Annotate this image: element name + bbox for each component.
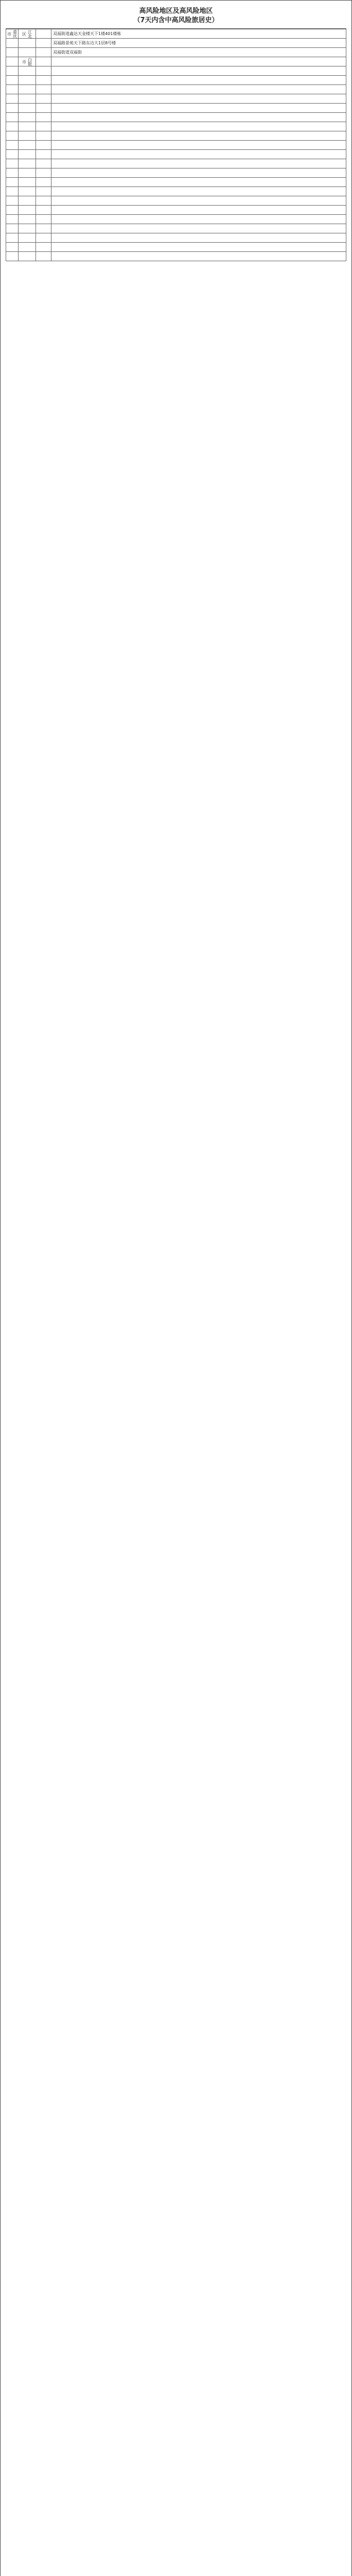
city-cell	[19, 187, 36, 196]
province-cell	[6, 150, 19, 159]
location-cell	[51, 94, 346, 104]
location-cell	[51, 178, 346, 187]
city-cell	[19, 150, 36, 159]
table-row	[6, 57, 346, 66]
province-cell	[6, 141, 19, 150]
district-cell	[36, 57, 51, 66]
province-cell	[6, 168, 19, 178]
city-cell	[19, 168, 36, 178]
province-cell	[6, 104, 19, 113]
table-row	[6, 224, 346, 233]
district-cell	[36, 215, 51, 224]
district-cell	[36, 196, 51, 206]
city-cell	[19, 178, 36, 187]
city-cell	[19, 104, 36, 113]
location-cell	[51, 122, 346, 131]
city-cell	[19, 48, 36, 57]
district-cell	[36, 252, 51, 261]
table-row	[6, 39, 346, 48]
city-cell	[19, 76, 36, 85]
table-row	[6, 243, 346, 252]
province-cell	[6, 243, 19, 252]
table-row	[6, 215, 346, 224]
district-cell	[36, 187, 51, 196]
location-cell	[51, 66, 346, 76]
province-cell	[6, 252, 19, 261]
district-cell	[36, 243, 51, 252]
location-cell	[51, 76, 346, 85]
table-row	[6, 233, 346, 243]
district-cell	[36, 76, 51, 85]
district-cell	[36, 224, 51, 233]
table-row	[6, 252, 346, 261]
table-row	[6, 141, 346, 150]
province-cell	[6, 178, 19, 187]
district-cell	[36, 168, 51, 178]
province-cell	[6, 39, 19, 48]
district-cell	[36, 66, 51, 76]
location-cell	[51, 233, 346, 243]
location-cell	[51, 150, 346, 159]
province-cell: 重庆市	[7, 29, 17, 38]
table-row	[6, 76, 346, 85]
district-cell	[36, 39, 51, 48]
province-cell	[6, 206, 19, 215]
location-cell	[51, 168, 346, 178]
location-cell	[51, 159, 346, 168]
city-cell	[19, 85, 36, 94]
district-cell	[36, 113, 51, 122]
city-cell	[19, 113, 36, 122]
city-cell	[19, 215, 36, 224]
location-cell	[51, 224, 346, 233]
location-cell	[51, 85, 346, 94]
table-row	[6, 187, 346, 196]
table-row	[6, 206, 346, 215]
location-cell	[51, 196, 346, 206]
city-cell: 白银市	[19, 57, 36, 66]
table-row	[6, 29, 346, 39]
table-row	[6, 196, 346, 206]
location-cell: 双福街道双福街	[51, 48, 346, 57]
district-cell	[36, 141, 51, 150]
table-row	[6, 159, 346, 168]
district-cell	[36, 85, 51, 94]
table-row	[6, 178, 346, 187]
city-cell	[19, 131, 36, 141]
location-cell	[51, 215, 346, 224]
title-line-2: （7天内含中高风险旅居史）	[133, 16, 219, 24]
location-cell	[51, 131, 346, 141]
table-row	[6, 104, 346, 113]
province-cell	[6, 76, 19, 85]
province-cell	[6, 57, 19, 66]
province-cell	[6, 224, 19, 233]
city-cell: 江北区	[19, 29, 36, 39]
district-cell	[36, 48, 51, 57]
risk-area-rows	[6, 29, 346, 261]
province-cell	[6, 159, 19, 168]
title-line-1: 高风险地区及高风险地区	[139, 7, 213, 15]
location-cell: 双福街道鑫达天金楼天下1楼401楼栋	[51, 29, 346, 39]
table-row	[6, 150, 346, 159]
province-cell	[6, 187, 19, 196]
table-row	[6, 131, 346, 141]
table-row	[6, 168, 346, 178]
location-cell	[51, 206, 346, 215]
risk-area-table	[6, 29, 346, 261]
city-cell	[19, 252, 36, 261]
city-cell	[19, 224, 36, 233]
city-cell	[19, 206, 36, 215]
location-cell	[51, 57, 346, 66]
district-cell	[36, 178, 51, 187]
table-row	[6, 85, 346, 94]
city-cell	[19, 159, 36, 168]
location-cell	[51, 243, 346, 252]
province-cell	[6, 233, 19, 243]
province-cell	[6, 66, 19, 76]
province-cell	[6, 94, 19, 104]
table-row	[6, 113, 346, 122]
province-cell	[6, 196, 19, 206]
table-row	[6, 48, 346, 57]
city-cell	[19, 196, 36, 206]
location-cell	[51, 141, 346, 150]
document-title	[6, 5, 346, 29]
province-cell	[6, 48, 19, 57]
district-cell	[36, 206, 51, 215]
city-cell	[19, 39, 36, 48]
city-cell	[19, 141, 36, 150]
district-cell	[36, 94, 51, 104]
district-cell	[36, 104, 51, 113]
city-cell	[19, 66, 36, 76]
table-row	[6, 94, 346, 104]
city-cell	[19, 243, 36, 252]
province-cell	[6, 215, 19, 224]
table-row	[6, 122, 346, 131]
city-cell	[19, 233, 36, 243]
location-cell	[51, 187, 346, 196]
district-cell	[36, 122, 51, 131]
location-cell	[51, 252, 346, 261]
province-cell	[6, 131, 19, 141]
city-cell	[19, 122, 36, 131]
location-cell: 双福路景苑天下路东边大1层8号楼	[51, 39, 346, 48]
district-cell	[36, 150, 51, 159]
district-cell	[36, 159, 51, 168]
district-cell	[36, 131, 51, 141]
province-cell	[6, 122, 19, 131]
district-cell	[36, 233, 51, 243]
city-cell	[19, 94, 36, 104]
province-cell	[6, 113, 19, 122]
province-cell	[6, 85, 19, 94]
location-cell	[51, 104, 346, 113]
district-cell	[36, 29, 51, 39]
table-row	[6, 66, 346, 76]
location-cell	[51, 113, 346, 122]
